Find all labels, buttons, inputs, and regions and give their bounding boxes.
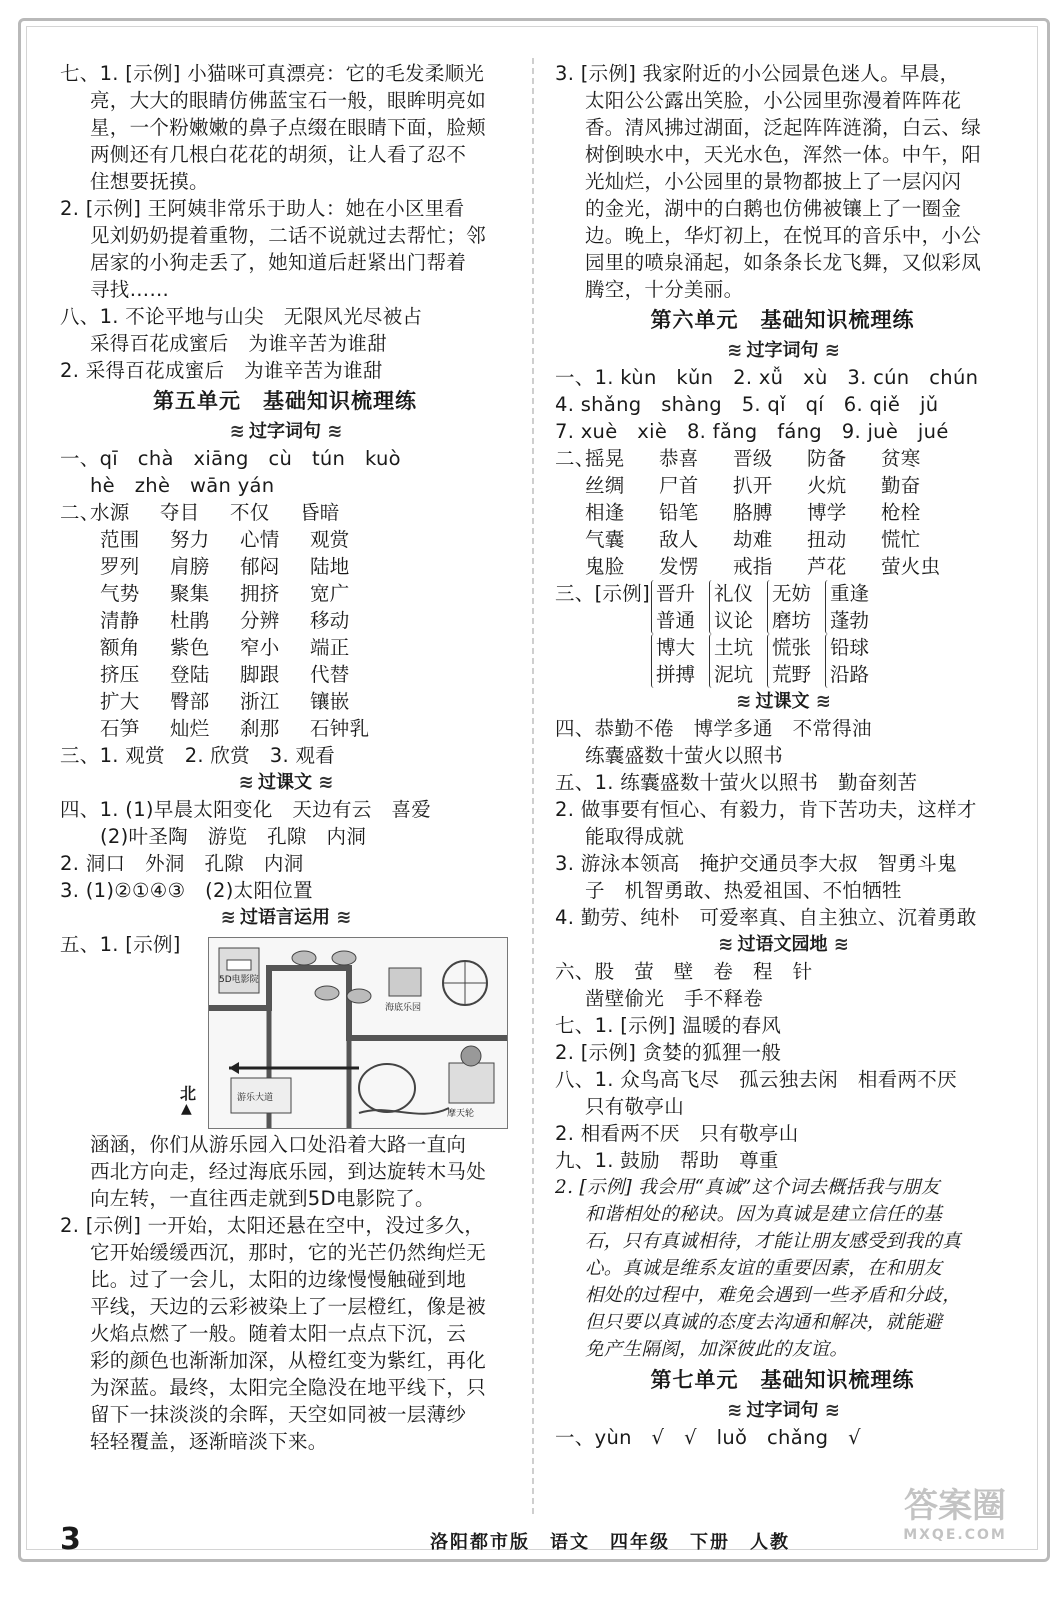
word: 慌忙 bbox=[881, 528, 921, 551]
word: 额角 bbox=[100, 636, 140, 659]
north-arrow-label: 北 bbox=[180, 1084, 197, 1103]
word-row bbox=[90, 715, 510, 742]
subheading-word bbox=[555, 337, 1010, 364]
text-line: 四、恭勤不倦 博学多通 不常得油 bbox=[555, 717, 872, 740]
watermark-title: 答案圈 bbox=[904, 1486, 1006, 1526]
word-row bbox=[585, 472, 1010, 499]
word: 刹那 bbox=[240, 717, 280, 740]
text-line: 7. xuè xiè 8. fǎng fáng 9. juè jué bbox=[555, 420, 949, 443]
word: 气囊 bbox=[585, 528, 625, 551]
word: 萤火虫 bbox=[881, 555, 941, 578]
text-line: 2. [示例] 我会用“真诚”这个词去概括我与朋友 bbox=[555, 1177, 940, 1198]
text-line: 亮，大大的眼睛仿佛蓝宝石一般，眼眸明亮如 bbox=[90, 89, 487, 112]
word-pair: 晋升 普通 bbox=[651, 580, 695, 634]
subheading-text: 过课文 bbox=[755, 691, 810, 712]
subheading-text: 过课文 bbox=[258, 772, 312, 793]
word: 浙江 bbox=[240, 690, 280, 713]
text-line: 见刘奶奶提着重物，二话不说就过去帮忙；邻 bbox=[90, 224, 487, 247]
text-line: 相处的过程中，难免会遇到一些矛盾和分歧， bbox=[585, 1285, 962, 1306]
text-line: 2. [示例] 王阿姨非常乐于助人：她在小区里看 bbox=[60, 197, 465, 220]
word-pair: 铅球 沿路 bbox=[825, 634, 869, 688]
u6-q2-grid bbox=[555, 445, 1010, 580]
text-line: 3. (1)②①④③ (2)太阳位置 bbox=[60, 879, 313, 902]
word: 火炕 bbox=[807, 474, 847, 497]
word: 范围 bbox=[100, 528, 140, 551]
word: 丝绸 bbox=[585, 474, 625, 497]
text-line: 九、1. 鼓励 帮助 尊重 bbox=[555, 1149, 779, 1172]
text-line: (2)叶圣陶 游览 孔隙 内洞 bbox=[100, 825, 367, 848]
text-line: 练囊盛数十萤火以照书 bbox=[585, 744, 784, 767]
word-row bbox=[90, 553, 510, 580]
text-line: 的金光，湖中的白鹅也仿佛被镶上了一圈金 bbox=[585, 197, 962, 220]
word: 扩大 bbox=[100, 690, 140, 713]
text-line: 能取得成就 bbox=[585, 825, 685, 848]
subheading-text-lesson bbox=[555, 688, 1010, 715]
word: 枪栓 bbox=[881, 501, 921, 524]
wave-icon: ≋ bbox=[736, 691, 750, 712]
word: 水源 bbox=[90, 501, 130, 524]
text-line: 寻找…… bbox=[90, 278, 170, 301]
word: 分辨 bbox=[240, 609, 280, 632]
word-row bbox=[90, 688, 510, 715]
text-line: 4. 勤劳、纯朴 可爱率真、自主独立、沉着勇敢 bbox=[555, 906, 977, 929]
unit6-title: 第六单元 基础知识梳理练 bbox=[650, 308, 915, 332]
text-line: 免产生隔阂，加深彼此的友谊。 bbox=[585, 1339, 849, 1360]
wave-icon: ≋ bbox=[727, 1400, 741, 1421]
north-arrow-icon: ▲ bbox=[181, 1101, 192, 1117]
word-row bbox=[585, 553, 1010, 580]
text-line: 但只要以真诚的态度去沟通和解决，就能避 bbox=[585, 1312, 943, 1333]
text-line: 一、1. kùn kǔn 2. xǚ xù 3. cún chún bbox=[555, 366, 979, 389]
word: 石钟乳 bbox=[310, 717, 370, 740]
map-label-ferris: 摩天轮 bbox=[447, 1109, 475, 1119]
word: 石笋 bbox=[100, 717, 140, 740]
text-line: 2. 相看两不厌 只有敬亭山 bbox=[555, 1122, 799, 1145]
text-line: 2. 洞口 外洞 孔隙 内洞 bbox=[60, 852, 304, 875]
wave-icon: ≋ bbox=[318, 772, 332, 793]
question-label: 五、1. [示例] bbox=[60, 933, 181, 956]
text-line: 石，只有真诚相待，才能让朋友感受到我的真 bbox=[585, 1231, 962, 1252]
word: 尸首 bbox=[659, 474, 699, 497]
word: 灿烂 bbox=[170, 717, 210, 740]
watermark-url: MXQE.COM bbox=[903, 1527, 1007, 1543]
text-line: 香。清风拂过湖面，泛起阵阵涟漪，白云、绿 bbox=[585, 116, 982, 139]
u5-q2-grid bbox=[60, 499, 510, 742]
column-divider bbox=[532, 58, 534, 1514]
text-line: 八、1. 众鸟高飞尽 孤云独去闲 相看两不厌 bbox=[555, 1068, 957, 1091]
word: 夺目 bbox=[160, 501, 200, 524]
word: 陆地 bbox=[310, 555, 350, 578]
question-label: 二、 bbox=[60, 501, 100, 524]
word: 发愣 bbox=[659, 555, 699, 578]
text-line: 住想要抚摸。 bbox=[90, 170, 209, 193]
unit5-title: 第五单元 基础知识梳理练 bbox=[153, 389, 417, 413]
word-row bbox=[585, 526, 1010, 553]
left-column bbox=[60, 60, 510, 1455]
word: 代替 bbox=[310, 663, 350, 686]
word: 恭喜 bbox=[659, 447, 699, 470]
word-row bbox=[585, 499, 1010, 526]
text-line: 3. 游泳本领高 掩护交通员李大叔 智勇斗鬼 bbox=[555, 852, 957, 875]
text-line: 心。真诚是维系友谊的重要因素，在和朋友 bbox=[585, 1258, 943, 1279]
unit7-title: 第七单元 基础知识梳理练 bbox=[650, 1368, 915, 1392]
text-line: 2. 采得百花成蜜后 为谁辛苦为谁甜 bbox=[60, 359, 383, 382]
subheading-text: 过字词句 bbox=[249, 421, 321, 442]
word: 宽广 bbox=[310, 582, 350, 605]
right-column bbox=[555, 60, 1010, 1451]
text-line: 轻轻覆盖，逐渐暗淡下来。 bbox=[90, 1430, 328, 1453]
word: 昏暗 bbox=[300, 501, 340, 524]
word-pair: 博大 拼搏 bbox=[651, 634, 695, 688]
word: 紫色 bbox=[170, 636, 210, 659]
text-line: 居家的小狗走丢了，她知道后赶紧出门帮着 bbox=[90, 251, 467, 274]
word: 拥挤 bbox=[240, 582, 280, 605]
text-line: 六、股 萤 壁 卷 程 针 bbox=[555, 960, 813, 983]
text-line: 只有敬亭山 bbox=[585, 1095, 685, 1118]
wave-icon: ≋ bbox=[815, 691, 829, 712]
text-line: 比。过了一会儿，太阳的边缘慢慢触碰到地 bbox=[90, 1268, 467, 1291]
word: 罗列 bbox=[100, 555, 140, 578]
page-number: 3 bbox=[60, 1522, 81, 1557]
text-line: 八、1. 不论平地与山尖 无限风光尽被占 bbox=[60, 305, 423, 328]
map-label-cinema: 5D电影院 bbox=[219, 975, 259, 985]
park-map-image bbox=[208, 937, 508, 1129]
word: 胳膊 bbox=[733, 501, 773, 524]
text-line: 西北方向走，经过海底乐园，到达旋转木马处 bbox=[90, 1160, 487, 1183]
word-row bbox=[585, 445, 1010, 472]
text-line: 四、1. (1)早晨太阳变化 天边有云 喜爱 bbox=[60, 798, 432, 821]
wave-icon: ≋ bbox=[727, 340, 741, 361]
text-line: 边。晚上，华灯初上，在悦耳的音乐中，小公 bbox=[585, 224, 982, 247]
footer-edition-text: 洛阳都市版 语文 四年级 下册 人教 bbox=[430, 1532, 790, 1553]
word: 防备 bbox=[807, 447, 847, 470]
wave-icon: ≋ bbox=[336, 907, 350, 928]
word: 端正 bbox=[310, 636, 350, 659]
word: 气势 bbox=[100, 582, 140, 605]
text-line: 腾空，十分美丽。 bbox=[585, 278, 744, 301]
text-line: hè zhè wān yán bbox=[90, 474, 275, 497]
u6-q3-pairs bbox=[555, 580, 1010, 688]
word-pair: 重逢 蓬勃 bbox=[825, 580, 869, 634]
text-line: 一、qī chà xiāng cù tún kuò bbox=[60, 447, 401, 470]
text-line: 2. [示例] 贪婪的狐狸一般 bbox=[555, 1041, 782, 1064]
wave-icon: ≋ bbox=[718, 934, 732, 955]
word: 敌人 bbox=[659, 528, 699, 551]
text-line: 一、yùn √ √ luǒ chǎng √ bbox=[555, 1426, 861, 1449]
word: 肩膀 bbox=[170, 555, 210, 578]
subheading-text: 过字词句 bbox=[746, 1400, 819, 1421]
subheading-text: 过字词句 bbox=[746, 340, 819, 361]
wave-icon: ≋ bbox=[229, 421, 243, 442]
text-line: 光灿烂，小公园里的景物都披上了一层闪闪 bbox=[585, 170, 962, 193]
page-footer bbox=[60, 1522, 1020, 1558]
word: 窄小 bbox=[240, 636, 280, 659]
text-line: 和谐相处的秘诀。因为真诚是建立信任的基 bbox=[585, 1204, 943, 1225]
text-line: 太阳公公露出笑脸，小公园里弥漫着阵阵花 bbox=[585, 89, 962, 112]
pair-row bbox=[651, 634, 1010, 688]
wave-icon: ≋ bbox=[833, 934, 847, 955]
word: 观赏 bbox=[310, 528, 350, 551]
wave-icon: ≋ bbox=[824, 1400, 838, 1421]
word: 扒开 bbox=[733, 474, 773, 497]
text-line: 采得百花成蜜后 为谁辛苦为谁甜 bbox=[90, 332, 388, 355]
word-row bbox=[90, 661, 510, 688]
text-line: 子 机智勇敢、热爱祖国、不怕牺牲 bbox=[585, 879, 902, 902]
word: 努力 bbox=[170, 528, 210, 551]
word: 贫寒 bbox=[881, 447, 921, 470]
word: 挤压 bbox=[100, 663, 140, 686]
q8-block bbox=[60, 303, 510, 384]
u5-q5-map-section bbox=[60, 931, 510, 1131]
word: 移动 bbox=[310, 609, 350, 632]
word: 博学 bbox=[807, 501, 847, 524]
subheading-word bbox=[60, 418, 510, 445]
subheading-text: 过语文园地 bbox=[737, 934, 828, 955]
text-line: 三、1. 观赏 2. 欣赏 3. 观看 bbox=[60, 744, 336, 767]
wave-icon: ≋ bbox=[220, 907, 234, 928]
word: 芦花 bbox=[807, 555, 847, 578]
map-label-ocean: 海底乐园 bbox=[385, 1003, 422, 1013]
text-line: 五、1. 练囊盛数十萤火以照书 勤奋刻苦 bbox=[555, 771, 918, 794]
text-line: 两侧还有几根白花花的胡须，让人看了忍不 bbox=[90, 143, 467, 166]
word-row bbox=[90, 580, 510, 607]
q7-block bbox=[60, 60, 510, 303]
question-label: 三、[示例] bbox=[555, 582, 651, 605]
wave-icon: ≋ bbox=[327, 421, 341, 442]
word-row bbox=[90, 526, 510, 553]
word: 脚跟 bbox=[240, 663, 280, 686]
text-line: 星，一个粉嫩嫩的鼻子点缀在眼睛下面，脸颊 bbox=[90, 116, 487, 139]
word: 劫难 bbox=[733, 528, 773, 551]
word: 聚集 bbox=[170, 582, 210, 605]
word: 杜鹃 bbox=[170, 609, 210, 632]
word: 铅笔 bbox=[659, 501, 699, 524]
pair-row bbox=[651, 580, 1010, 634]
subheading-language bbox=[60, 904, 510, 931]
word: 勤奋 bbox=[881, 474, 921, 497]
word-row bbox=[90, 607, 510, 634]
watermark-logo bbox=[880, 1478, 1030, 1558]
wave-icon: ≋ bbox=[238, 772, 252, 793]
word-pair: 慌张 荒野 bbox=[767, 634, 811, 688]
text-line: 火焰点燃了一般。随着太阳一点点下沉，云 bbox=[90, 1322, 467, 1345]
word: 戒指 bbox=[733, 555, 773, 578]
word: 郁闷 bbox=[240, 555, 280, 578]
word: 镶嵌 bbox=[310, 690, 350, 713]
word-row bbox=[90, 499, 510, 526]
text-line: 彩的颜色也渐渐加深，从橙红变为紫红，再化 bbox=[90, 1349, 487, 1372]
text-line: 4. shǎng shàng 5. qǐ qí 6. qiě jǔ bbox=[555, 393, 939, 416]
word: 不仅 bbox=[230, 501, 270, 524]
wave-icon: ≋ bbox=[824, 340, 838, 361]
word-row bbox=[90, 634, 510, 661]
word: 登陆 bbox=[170, 663, 210, 686]
text-line: 向左转，一直往西走就到5D电影院了。 bbox=[90, 1187, 435, 1210]
text-line: 七、1. [示例] 小猫咪可真漂亮：它的毛发柔顺光 bbox=[60, 62, 485, 85]
word: 摇晃 bbox=[585, 447, 625, 470]
text-line: 2. 做事要有恒心、有毅力，肯下苦功夫，这样才 bbox=[555, 798, 977, 821]
word: 臀部 bbox=[170, 690, 210, 713]
question-label: 二、 bbox=[555, 447, 595, 470]
word-pair: 土坑 泥坑 bbox=[709, 634, 753, 688]
word: 相逢 bbox=[585, 501, 625, 524]
word-pair: 礼仪 议论 bbox=[709, 580, 753, 634]
text-line: 它开始缓缓西沉，那时，它的光芒仍然绚烂无 bbox=[90, 1241, 487, 1264]
subheading-text: 过语言运用 bbox=[240, 907, 330, 928]
text-line: 七、1. [示例] 温暖的春风 bbox=[555, 1014, 782, 1037]
word-pair: 无妨 磨坊 bbox=[767, 580, 811, 634]
subheading-word bbox=[555, 1397, 1010, 1424]
word: 清静 bbox=[100, 609, 140, 632]
word: 心情 bbox=[240, 528, 280, 551]
text-line: 园里的喷泉涌起，如条条长龙飞舞，又似彩凤 bbox=[585, 251, 982, 274]
text-line: 凿壁偷光 手不释卷 bbox=[585, 987, 764, 1010]
subheading-garden bbox=[555, 931, 1010, 958]
text-line: 3. [示例] 我家附近的小公园景色迷人。早晨， bbox=[555, 62, 960, 85]
word: 晋级 bbox=[733, 447, 773, 470]
map-label-gate: 游乐大道 bbox=[237, 1093, 274, 1103]
text-line: 为深蓝。最终，太阳完全隐没在地平线下，只 bbox=[90, 1376, 487, 1399]
word: 鬼脸 bbox=[585, 555, 625, 578]
word: 扭动 bbox=[807, 528, 847, 551]
text-line: 树倒映水中，天光水色，浑然一体。中午，阳 bbox=[585, 143, 982, 166]
text-line: 2. [示例] 一开始，太阳还悬在空中，没过多久， bbox=[60, 1214, 485, 1237]
subheading-text-lesson bbox=[60, 769, 510, 796]
text-line: 留下一抹淡淡的余晖，天空如同被一层薄纱 bbox=[90, 1403, 467, 1426]
text-line: 涵涵，你们从游乐园入口处沿着大路一直向 bbox=[90, 1133, 467, 1156]
text-line: 平线，天边的云彩被染上了一层橙红，像是被 bbox=[90, 1295, 487, 1318]
